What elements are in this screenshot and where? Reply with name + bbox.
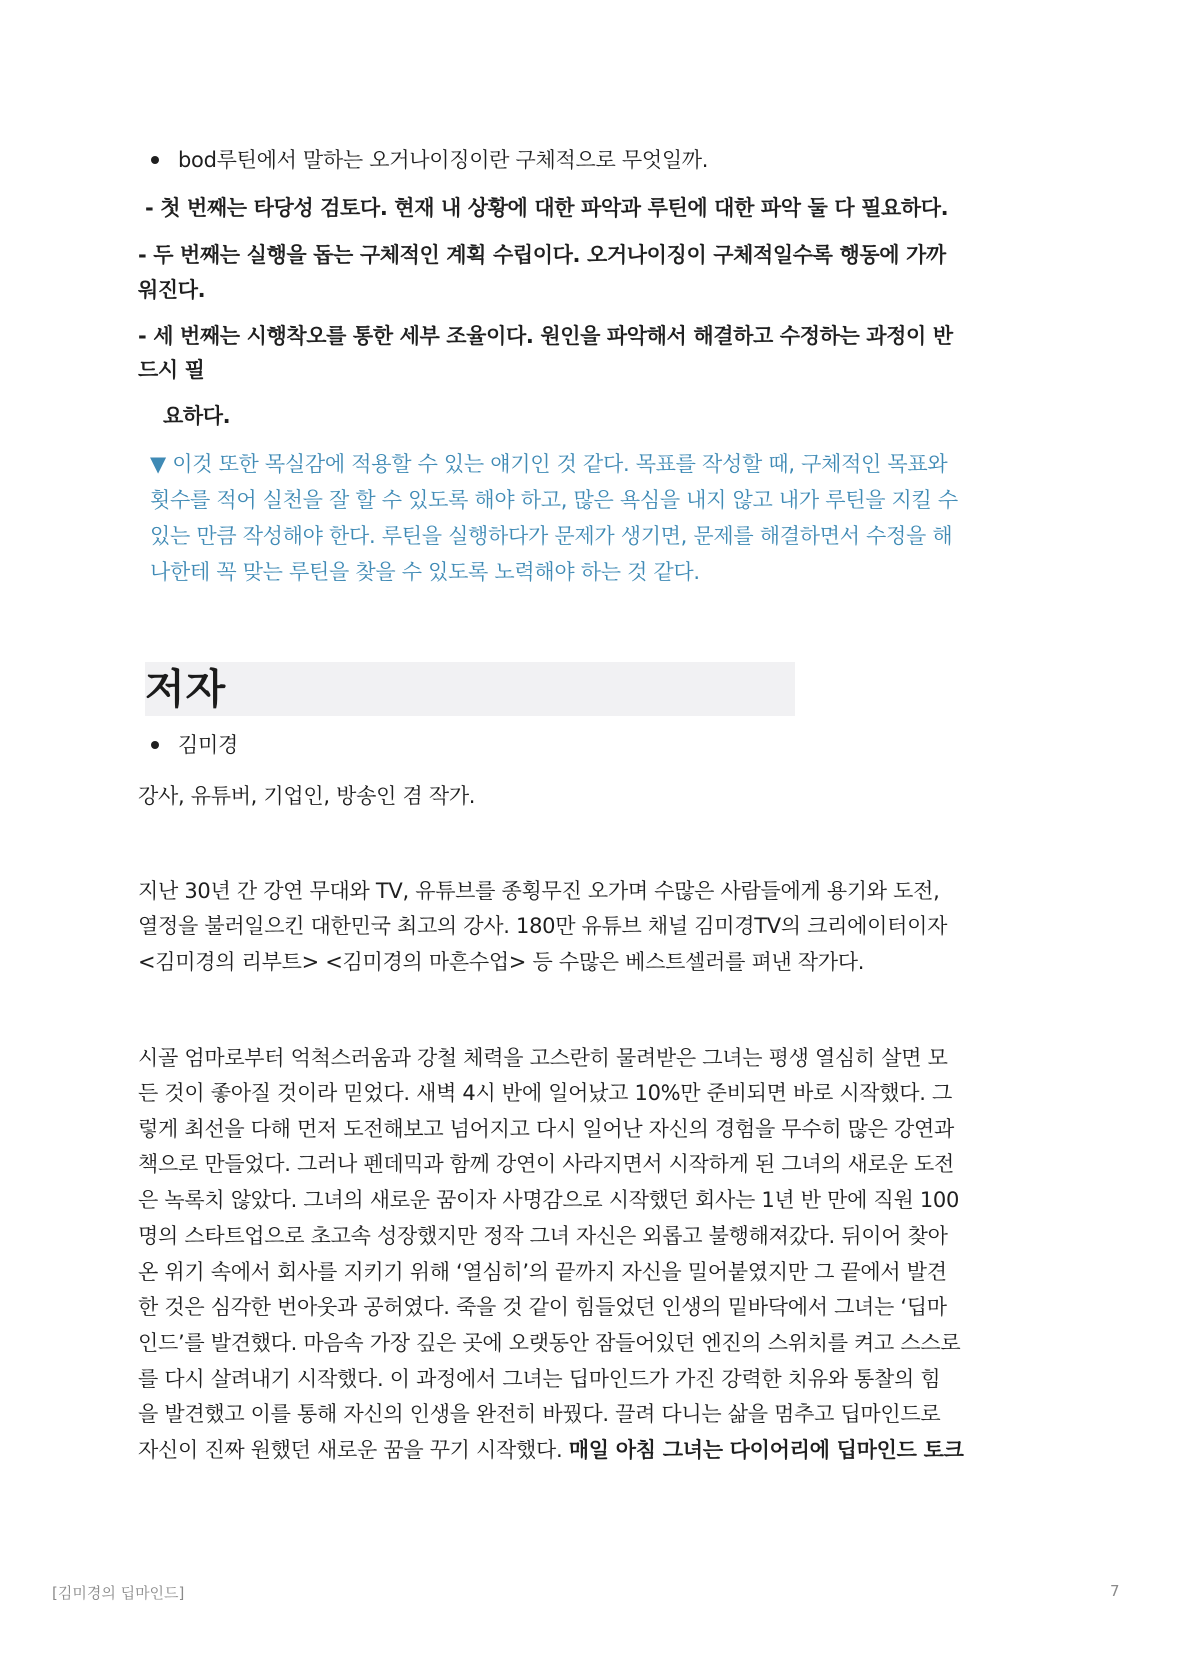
point-third-line1: - 세 번째는 시행착오를 통한 세부 조율이다. 원인을 파악해서 해결하고 수정하는 과정이 반 — [138, 324, 953, 348]
bullet-dot — [151, 741, 159, 749]
bio-line: 한 것은 심각한 번아웃과 공허였다. 죽을 것 같이 힘들었던 인생의 밑바닥에서 그녀는 ‘딥마 — [138, 1295, 947, 1319]
bio-last-line — [138, 1432, 964, 1468]
bio-line: 를 다시 살려내기 시작했다. 이 과정에서 그녀는 딥마인드가 가진 강력한 치유와 통찰의 힘 — [138, 1367, 941, 1391]
bio-line: 인드’를 발견했다. 마음속 가장 깊은 곳에 오랫동안 잠들어있던 엔진의 스위치를 켜고 스스로 — [138, 1331, 961, 1355]
bio-last-bold: 매일 아침 그녀는 다이어리에 딥마인드 토크 — [568, 1438, 964, 1462]
bullet-dot — [151, 156, 159, 164]
bio-line: 온 위기 속에서 회사를 지키기 위해 ‘열심히’의 끝까지 자신을 밀어붙였지만 그 끝에서 발견 — [138, 1260, 947, 1284]
bio-line: 명의 스타트업으로 초고속 성장했지만 정작 그녀 자신은 외롭고 불행해져갔다. 뒤이어 찾아 — [138, 1224, 948, 1248]
bio-line: 책으로 만들었다. 그러나 펜데믹과 함께 강연이 사라지면서 시작하게 된 그녀의 새로운 도전 — [138, 1152, 954, 1176]
author-roles: 강사, 유튜버, 기업인, 방송인 겸 작가. — [138, 784, 476, 808]
bio-line: 을 발견했고 이를 통해 자신의 인생을 완전히 바꿨다. 끌려 다니는 삶을 멈추고 딥마인드로 — [138, 1402, 941, 1426]
heading-highlight — [145, 662, 795, 716]
bio-line: 시골 엄마로부터 억척스러움과 강철 체력을 고스란히 물려받은 그녀는 평생 열심히 살면 모 — [138, 1046, 948, 1070]
intro-line: <김미경의 리부트> <김미경의 마흔수업> 등 수많은 베스트셀러를 펴낸 작가다. — [138, 950, 865, 974]
author-name: 김미경 — [178, 733, 238, 757]
point-first: - 첫 번째는 타당성 검토다. 현재 내 상황에 대한 파악과 루틴에 대한 파악 둘 다 필요하다. — [145, 196, 949, 220]
bio-last-plain: 자신이 진짜 원했던 새로운 꿈을 꾸기 시작했다. — [138, 1438, 569, 1462]
intro-line: 열정을 불러일으킨 대한민국 최고의 강사. 180만 유튜브 채널 김미경TV의 크리에이터이자 — [138, 914, 948, 938]
footer-title: [김미경의 딥마인드] — [52, 1584, 185, 1602]
note-line: 있는 만큼 작성해야 한다. 루틴을 실행하다가 문제가 생기면, 문제를 해결하면서 수정을 해 — [150, 524, 953, 548]
note-line: ▼ 이것 또한 목실감에 적용할 수 있는 얘기인 것 같다. 목표를 작성할 때, 구체적인 목표와 — [150, 452, 948, 476]
point-second-line1: - 두 번째는 실행을 돕는 구체적인 계획 수립이다. 오거나이징이 구체적일수록 행동에 가까 — [138, 243, 946, 267]
page-number: 7 — [1110, 1582, 1120, 1600]
note-line: 횟수를 적어 실천을 잘 할 수 있도록 해야 하고, 많은 욕심을 내지 않고 내가 루틴을 지킬 수 — [150, 488, 958, 512]
bio-line: 렇게 최선을 다해 먼저 도전해보고 넘어지고 다시 일어난 자신의 경험을 무수히 많은 강연과 — [138, 1117, 954, 1141]
point-third-line2: 드시 필 — [138, 358, 205, 382]
intro-line: 지난 30년 간 강연 무대와 TV, 유튜브를 종횡무진 오가며 수많은 사람들에게 용기와 도전, — [138, 879, 940, 903]
point-second-line2: 워진다. — [138, 278, 206, 302]
note-line: 나한테 꼭 맞는 루틴을 찾을 수 있도록 노력해야 하는 것 같다. — [150, 560, 700, 584]
point-third-continuation: 요하다. — [163, 404, 231, 428]
bio-line: 든 것이 좋아질 것이라 믿었다. 새벽 4시 반에 일어났고 10%만 준비되면 바로 시작했다. 그 — [138, 1081, 953, 1105]
author-heading: 저자 — [145, 665, 227, 713]
bullet-question: bod루틴에서 말하는 오거나이징이란 구체적으로 무엇일까. — [178, 148, 709, 172]
bio-line: 은 녹록치 않았다. 그녀의 새로운 꿈이자 사명감으로 시작했던 회사는 1년 반 만에 직원 100 — [138, 1188, 960, 1212]
